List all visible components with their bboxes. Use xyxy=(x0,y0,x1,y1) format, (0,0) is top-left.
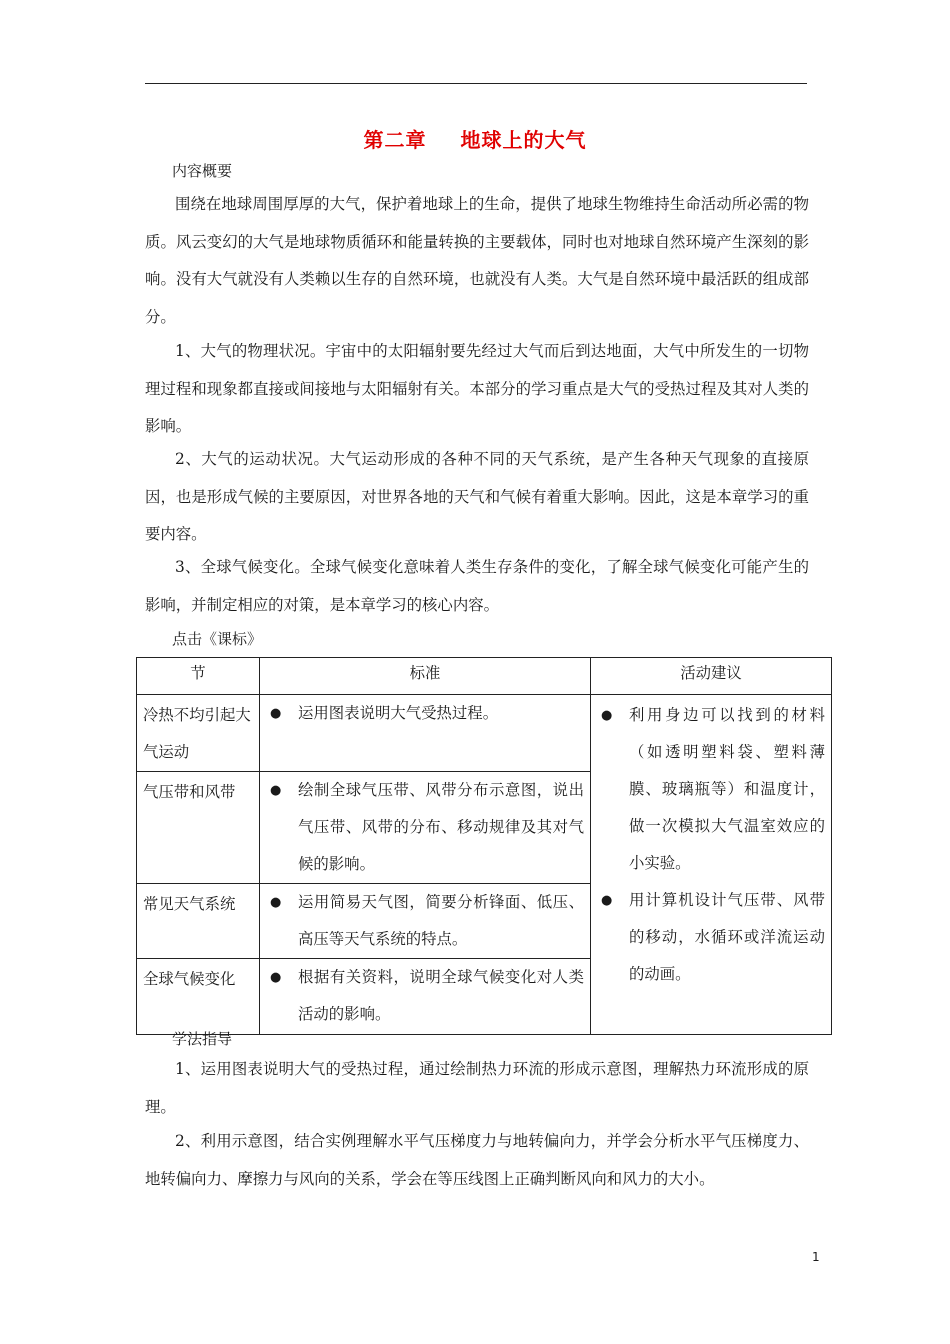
chapter-number: 第二章 xyxy=(363,128,427,152)
standard-cell: 运用图表说明大气受热过程。 xyxy=(298,704,499,722)
section-cell: 常见天气系统 xyxy=(143,895,236,913)
activity-item: 用计算机设计气压带、风带的移动，水循环或洋流运动的动画。 xyxy=(629,891,825,983)
bullet-icon: ● xyxy=(270,895,282,910)
section-cell: 全球气候变化 xyxy=(143,970,236,988)
intro-paragraph: 围绕在地球周围厚厚的大气，保护着地球上的生命，提供了地球生物维持生命活动所必需的物质。风云变幻的大气是地球物质循环和能量转换的主要载体，同时也对地球自然环境产生深刻的影响。没有大气就没有人类赖以生存的自然环境，也就没有人类。大气是自然环境中最活跃的组成部分。 xyxy=(145,195,809,326)
bullet-icon: ● xyxy=(601,708,613,723)
curriculum-table xyxy=(136,657,832,1035)
bullet-icon: ● xyxy=(270,783,282,798)
standard-cell: 运用简易天气图，简要分析锋面、低压、高压等天气系统的特点。 xyxy=(298,893,584,948)
chapter-title xyxy=(0,124,950,153)
header-activity: 活动建议 xyxy=(591,658,832,695)
overview-label: 内容概要 xyxy=(172,162,233,180)
bullet-icon: ● xyxy=(270,706,282,721)
point-2-paragraph: 2、大气的运动状况。大气运动形成的各种不同的天气系统，是产生各种天气现象的直接原因，也是形成气候的主要原因，对世界各地的天气和气候有着重大影响。因此，这是本章学习的重要内容。 xyxy=(145,450,809,543)
method-label: 学法指导 xyxy=(172,1030,233,1048)
activity-item: 利用身边可以找到的材料（如透明塑料袋、塑料薄膜、玻璃瓶等）和温度计，做一次模拟大气温室效应的小实验。 xyxy=(629,706,825,872)
section-cell: 冷热不均引起大气运动 xyxy=(143,706,251,761)
header-section: 节 xyxy=(137,658,260,695)
standard-cell: 绘制全球气压带、风带分布示意图，说出气压带、风带的分布、移动规律及其对气候的影响。 xyxy=(298,781,584,873)
standard-label: 点击《课标》 xyxy=(172,630,263,648)
method-paragraph-1: 1、运用图表说明大气的受热过程，通过绘制热力环流的形成示意图，理解热力环流形成的原理。 xyxy=(145,1060,809,1116)
chapter-name: 地球上的大气 xyxy=(460,128,587,152)
point-3-paragraph: 3、全球气候变化。全球气候变化意味着人类生存条件的变化，了解全球气候变化可能产生的影响，并制定相应的对策，是本章学习的核心内容。 xyxy=(145,558,809,614)
header-rule xyxy=(145,83,807,84)
standard-cell: 根据有关资料，说明全球气候变化对人类活动的影响。 xyxy=(298,968,584,1023)
table-row xyxy=(137,695,832,772)
bullet-icon: ● xyxy=(270,970,282,985)
method-paragraph-2: 2、利用示意图，结合实例理解水平气压梯度力与地转偏向力，并学会分析水平气压梯度力、地转偏向力、摩擦力与风向的关系，学会在等压线图上正确判断风向和风力的大小。 xyxy=(145,1132,809,1188)
bullet-icon: ● xyxy=(601,893,613,908)
point-1-paragraph: 1、大气的物理状况。宇宙中的太阳辐射要先经过大气而后到达地面，大气中所发生的一切物理过程和现象都直接或间接地与太阳辐射有关。本部分的学习重点是大气的受热过程及其对人类的影响。 xyxy=(145,342,809,435)
table-header-row xyxy=(137,658,832,695)
section-cell: 气压带和风带 xyxy=(143,783,236,801)
page-number: 1 xyxy=(812,1250,820,1264)
header-standard: 标准 xyxy=(260,658,591,695)
